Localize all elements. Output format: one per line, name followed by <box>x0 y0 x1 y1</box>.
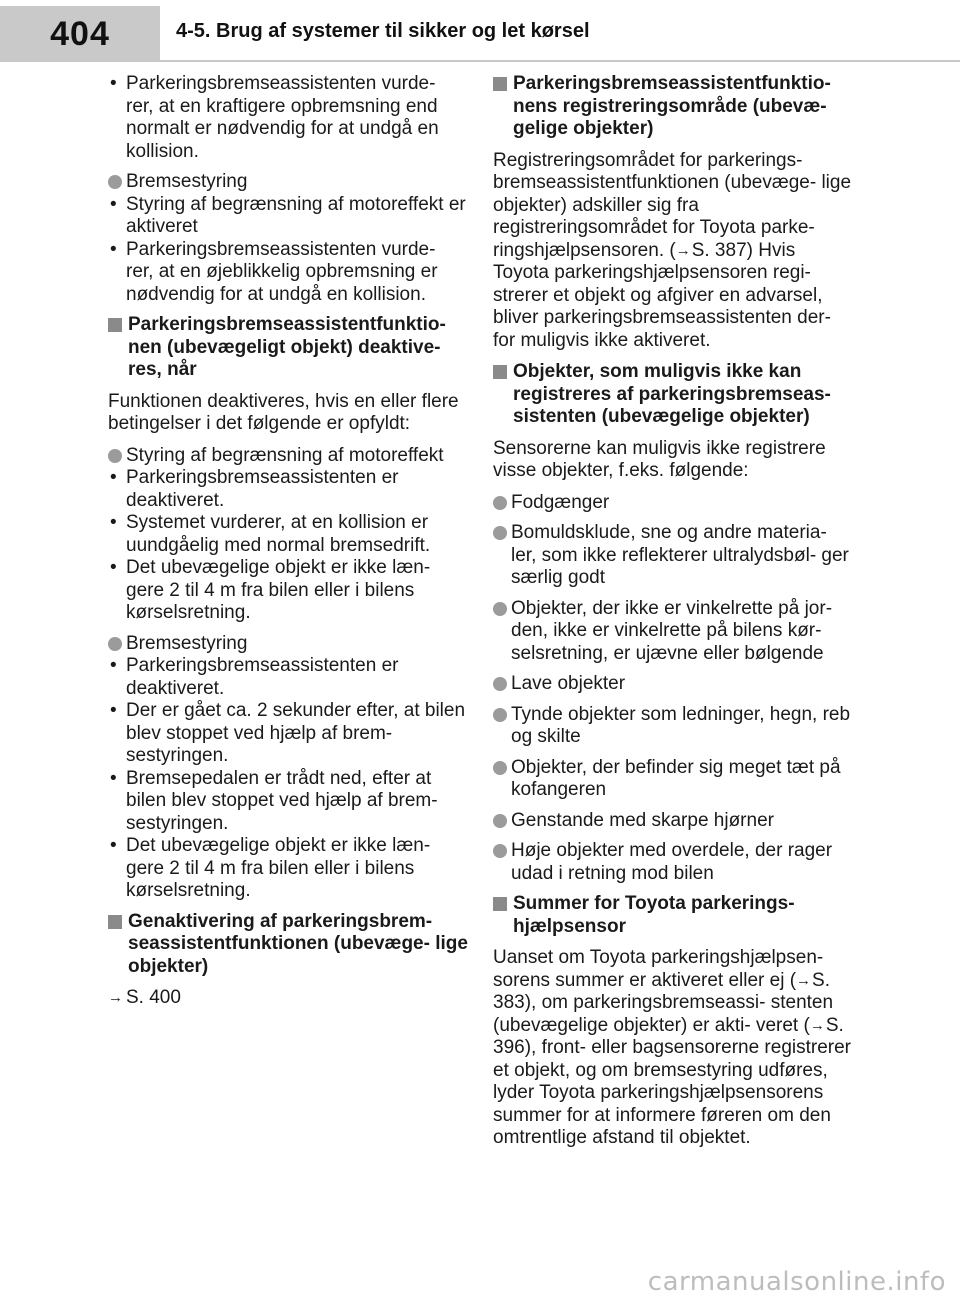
page-reference[interactable]: → S. 400 <box>108 987 181 1008</box>
circle-bullet-icon <box>108 175 122 189</box>
list-item: • Bremsepedalen er trådt ned, efter at bilen blev stoppet ved hjælp af brem- sestyringen. <box>108 768 468 836</box>
page-reference[interactable]: S. 396 <box>493 1014 844 1058</box>
circle-bullet-icon <box>493 761 507 775</box>
circle-item: Fodgænger <box>493 492 853 515</box>
circle-bullet-icon <box>108 449 122 463</box>
circle-item: Styring af begrænsning af motoreffekt <box>108 445 468 468</box>
watermark: carmanualsonline.info <box>647 1267 946 1297</box>
circle-item: Bremsestyring <box>108 633 468 656</box>
paragraph: Registreringsområdet for parkerings- bremseassistentfunktionen (ubevæge- lige objekter) adskiller sig fra registreringsområdet for Toyota parke- ringshjælpsensoren. (→S. 387) Hvis Toyota parkeringshjælpsensoren regi- strerer et objekt og afgiver en advarsel, bliver parkeringsbremseassistenten der- for muligvis ikke aktiveret. <box>493 149 852 351</box>
square-bullet-icon <box>493 77 507 91</box>
paragraph: Uanset om Toyota parkeringshjælpsen- sorens summer er aktiveret eller ej (→S. 383), om parkeringsbremseassi- stenten (ubevægelige objekter) er akti- veret (→S. 396), front- eller bagsensorerne registrerer et objekt, og om bremsestyring udføres, lyder Toyota parkeringshjælpsensorens summer for at informere føreren om den omtrentlige afstand til objektet. <box>493 947 852 1148</box>
arrow-icon: → <box>108 989 123 1006</box>
square-bullet-icon <box>493 365 507 379</box>
page-header <box>0 0 960 62</box>
left-column <box>108 73 468 1010</box>
section-heading: Parkeringsbremseassistentfunktio- nens registreringsområde (ubevæ- gelige objekter) <box>493 73 853 141</box>
section-heading: Parkeringsbremseassistentfunktio- nen (ubevægeligt objekt) deaktive- res, når <box>108 314 468 382</box>
square-bullet-icon <box>108 915 122 929</box>
list-item: • Parkeringsbremseassistenten vurde- rer, at en øjeblikkelig opbremsning er nødvendig for at undgå en kollision. <box>108 239 468 307</box>
page-reference[interactable]: S. 387 <box>691 239 747 261</box>
right-column <box>493 73 853 1159</box>
circle-item: Bomuldsklude, sne og andre materia- ler, som ikke reflekterer ultralydsbøl- ger særlig godt <box>493 522 853 590</box>
section-heading: Summer for Toyota parkerings- hjælpsensor <box>493 893 853 938</box>
section-heading: Genaktivering af parkeringsbrem- seassistentfunktionen (ubevæge- lige objekter) <box>108 911 468 979</box>
circle-bullet-icon <box>493 844 507 858</box>
circle-item: Lave objekter <box>493 673 853 696</box>
circle-item: Objekter, der befinder sig meget tæt på kofangeren <box>493 757 853 802</box>
paragraph: Funktionen deaktiveres, hvis en eller flere betingelser i det følgende er opfyldt: <box>108 390 459 434</box>
circle-item: Objekter, der ikke er vinkelrette på jor- den, ikke er vinkelrette på bilens kør- selsretning, er ujævne eller bølgende <box>493 598 853 666</box>
section-heading: Objekter, som muligvis ikke kan registreres af parkeringsbremseas- sistenten (ubevægelige objekter) <box>493 361 853 429</box>
brake-control-group-2 <box>108 633 468 903</box>
square-bullet-icon <box>493 897 507 911</box>
list-item: • Parkeringsbremseassistenten vurde- rer, at en kraftigere opbremsning end normalt er nødvendig for at undgå en kollision. <box>108 73 468 163</box>
square-bullet-icon <box>108 318 122 332</box>
circle-item: Bremsestyring <box>108 171 468 194</box>
brake-control-group <box>108 171 468 306</box>
list-item: • Systemet vurderer, at en kollision er uundgåelig med normal bremsedrift. <box>108 512 468 557</box>
engine-output-group <box>108 445 468 625</box>
arrow-icon: → <box>796 971 812 989</box>
page-number: 404 <box>0 6 160 62</box>
chapter-title: 4-5. Brug af systemer til sikker og let kørsel <box>176 20 590 42</box>
circle-bullet-icon <box>493 602 507 616</box>
circle-bullet-icon <box>493 814 507 828</box>
circle-bullet-icon <box>493 708 507 722</box>
list-item: • Parkeringsbremseassistenten er deaktiveret. <box>108 467 468 512</box>
paragraph: Sensorerne kan muligvis ikke registrere visse objekter, f.eks. følgende: <box>493 437 826 481</box>
circle-item: Høje objekter med overdele, der rager udad i retning mod bilen <box>493 840 853 885</box>
list-item: • Der er gået ca. 2 sekunder efter, at bilen blev stoppet ved hjælp af brem- sestyringen. <box>108 700 468 768</box>
list-item: • Styring af begrænsning af motoreffekt er aktiveret <box>108 194 468 239</box>
page-reference[interactable]: S. 383 <box>493 969 830 1013</box>
circle-bullet-icon <box>493 677 507 691</box>
header-divider <box>160 60 960 62</box>
circle-item: Genstande med skarpe hjørner <box>493 810 853 833</box>
list-item: • Det ubevægelige objekt er ikke læn- gere 2 til 4 m fra bilen eller i bilens kørselsretning. <box>108 557 468 625</box>
list-item: • Parkeringsbremseassistenten er deaktiveret. <box>108 655 468 700</box>
circle-item: Tynde objekter som ledninger, hegn, reb og skilte <box>493 704 853 749</box>
list-item: • Det ubevægelige objekt er ikke læn- gere 2 til 4 m fra bilen eller i bilens kørselsretning. <box>108 835 468 903</box>
circle-bullet-icon <box>493 526 507 540</box>
circle-bullet-icon <box>493 496 507 510</box>
arrow-icon: → <box>675 241 691 259</box>
circle-bullet-icon <box>108 637 122 651</box>
arrow-icon: → <box>809 1016 825 1034</box>
